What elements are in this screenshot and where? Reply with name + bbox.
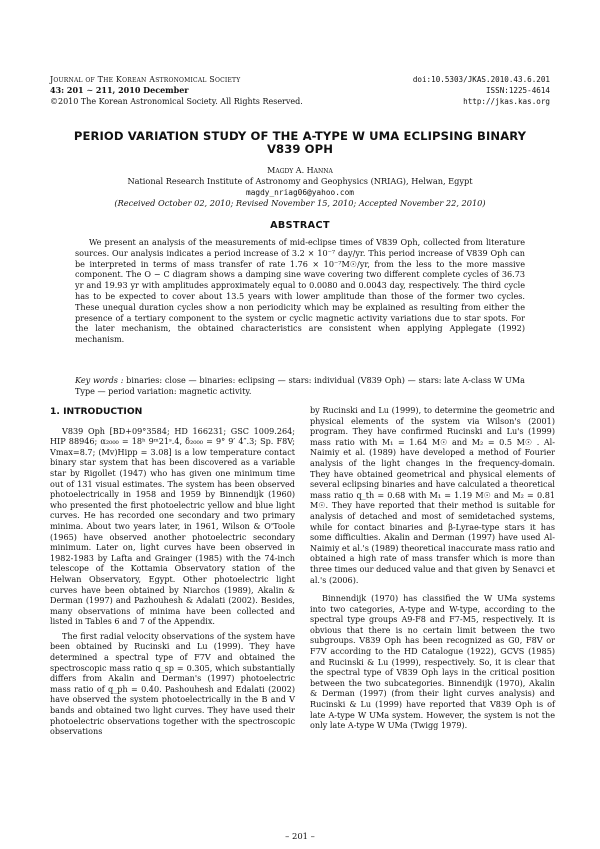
right-column [310, 405, 555, 735]
page-number: – 201 – [285, 831, 315, 841]
body-paragraph: V839 Oph [BD+09°3584; HD 166231; GSC 1009.264; HIP 88946; α₂₀₀₀ = 18ʰ 9ᵐ21ˢ.4, δ₂₀₀₀ = 9° 9′ 4″.3; Sp. F8V; Vmax=8.7; (Mv)Hipp = 3.08] is a low temperature contact binary star system that has been discovered as a variable star by Rigollet (1947) who has given one minimum time out of 131 visual estimates. The system has been observed photoelectrically in 1958 and 1959 by Binnendijk (1960) who presented the first photoelectric yellow and blue light curves. He has recorded one secondary and two primary minima. About two years later, in 1961, Wilson & O'Toole (1965) have observed another photoelectric secondary minimum. Later on, light curves have been observed in 1982-1983 by Lafta and Grainger (1985) with the 74-inch telescope of the Kottamia Observatory station of the Helwan Observatory, Egypt. Other photoelectric light curves have been obtained by Niarchos (1989), Akalin & Derman (1997) and Pazhouhesh & Adalati (2002). Besides, many observations of minima have been collected and listed in Tables 6 and 7 of the Appendix. [50, 425, 295, 627]
submission-dates: (Received October 02, 2010; Revised November 15, 2010; Accepted November 22, 2010) [114, 198, 486, 208]
section-heading-introduction: 1. INTRODUCTION [50, 406, 143, 417]
doi-link[interactable]: doi:10.5303/JKAS.2010.43.6.201 [412, 75, 550, 84]
author-block [60, 165, 540, 209]
keywords-label: Key words : [75, 375, 124, 385]
body-paragraph: by Rucinski and Lu (1999), to determine the geometric and physical elements of the system via Wilson's (2001) program. They have confirmed Rucinski and Lu's (1999) mass ratio with M₁ = 1.64 M☉ and M₂ = 0.5 M☉ . Al-Naimiy et al. (1989) have developed a method of Fourier analysis of the light changes in the frequency-domain. They have obtained geometrical and physical elements of several eclipsing binaries and have calculated a theoretical mass ratio q_th = 0.68 with M₁ = 1.19 M☉ and M₂ = 0.81 M☉. They have reported that their method is suitable for analysis of detached and most of semidetached systems, while for contact binaries and β-Lyrae-type stars it has some difficulties. Akalin and Derman (1997) have used Al-Naimiy et al.'s (1989) theoretical inaccurate mass ratio and obtained a high rate of mass transfer which is more than three times our deduced value and that given by Senavci et al.'s (2006). [310, 405, 555, 585]
issn: ISSN:1225-4614 [485, 86, 550, 95]
copyright-notice: ©2010 The Korean Astronomical Society. All Rights Reserved. [50, 97, 303, 106]
author-affiliation: National Research Institute of Astronomy and Geophysics (NRIAG), Helwan, Egypt [127, 176, 473, 186]
author-name: Magdy A. Hanna [267, 166, 333, 175]
journal-name: Journal of The Korean Astronomical Society [50, 75, 241, 84]
volume-pages: 43: 201 ∼ 211, 2010 December [50, 85, 189, 95]
abstract-text: We present an analysis of the measurements of mid-eclipse times of V839 Oph, collected from literature sources. Our analysis indicates a period increase of 3.2 × 10⁻⁷ day/yr. This period increase of V839 Oph can be interpreted in terms of mass transfer of rate 1.76 × 10⁻⁷M☉/yr, from the less to the more massive component. The O − C diagram shows a damping sine wave covering two different complete cycles of 36.73 yr and 19.93 yr with amplitudes approximately equal to 0.0080 and 0.0043 day, respectively. The third cycle has to be expected to cover about 13.5 years with lower amplitude than those of the former two cycles. These unequal duration cycles show a non periodicity which may be explained as resulting from either the presence of a tertiary component to the system or cyclic magnetic activity variations due to star spots. For the later mechanism, the obtained characteristics are consistent when applying Applegate (1992) mechanism. [75, 237, 525, 345]
body-paragraph: The first radial velocity observations of the system have been obtained by Rucinski and Lu (1999). They have determined a spectral type of F7V and obtained the spectroscopic mass ratio q_sp = 0.305, which substantially differs from Akalin and Derman's (1997) photoelectric mass ratio of q_ph = 0.40. Pashouhesh and Edalati (2002) have observed the system photoelectrically in the B and V bands and obtained two light curves. They have used their photoelectric observations together with the spectroscopic observations [50, 630, 295, 737]
journal-url-link[interactable]: http://jkas.kas.org [463, 97, 550, 106]
keywords-block [75, 375, 525, 397]
abstract-heading: ABSTRACT [270, 220, 330, 231]
publication-info [413, 74, 550, 107]
body-paragraph: Binnendijk (1970) has classified the W UMa systems into two categories, A-type and W-type, according to the spectral type groups A9-F8 and F7-M5, respectively. It is obvious that there is no certain limit between the two subgroups. V839 Oph has been recognized as G0, F8V or F7V according to the HD Catalogue (1922), GCVS (1985) and Rucinski & Lu (1999), respectively. So, it is clear that the spectral type of V839 Oph lays in the critical position between the two subcategories. Binnendijk (1970), Akalin & Derman (1997) (from their light curves analysis) and Rucinski & Lu (1999) have reported that V839 Oph is of late A-type W UMa system. However, the system is not the only late A-type W UMa (Twigg 1979). [310, 593, 555, 731]
author-email-link[interactable]: magdy_nriag06@yahoo.com [246, 188, 354, 197]
journal-header [50, 74, 303, 107]
keywords-text: binaries: close — binaries: eclipsing — stars: individual (V839 Oph) — stars: late A-class W UMa Type — period variation: magnetic activity. [75, 375, 525, 396]
paper-title: PERIOD VARIATION STUDY OF THE A-TYPE W UMA ECLIPSING BINARY V839 OPH [73, 129, 527, 156]
left-column [50, 407, 295, 741]
